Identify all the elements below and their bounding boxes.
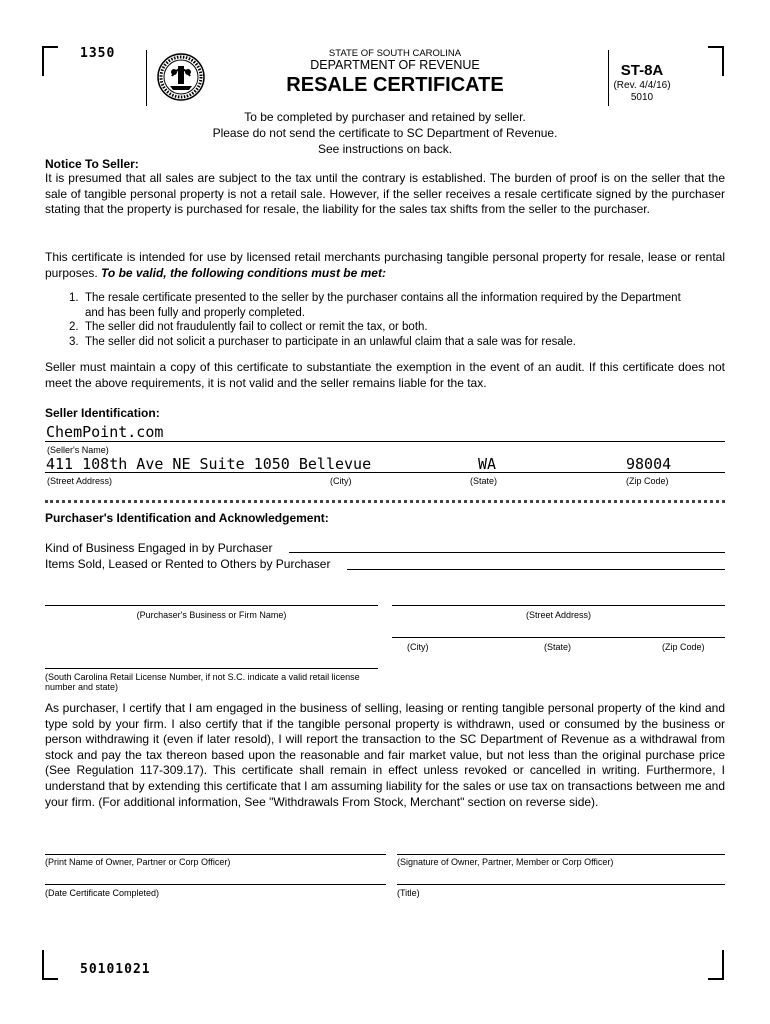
section-divider [45,500,725,503]
corner-mark-bottom-right [708,950,724,980]
certification-statement: As purchaser, I certify that I am engaged in the business of selling, leasing or renting tangible personal property of the kind and type sold by your firm. I also certify that if the tangible personal property is withdrawn, used or consumed by the business or person withdrawing it (even if later resold), I will report the transaction to the SC Department of Revenue as a withdrawal from stock and pay the tax thereon based upon the reasonable and fair market value, but not less than the original purchase price (See Regulation 117-309.17). This certificate shall remain in effect unless revoked or cancelled in writing. Furthermore, I understand that by extending this certificate that I am assuming liability for the sales or use tax on transactions between me and your firm. (For additional information, See "Withdrawals From Stock, Merchant" section on reverse side). [45,701,725,809]
print-name-input[interactable] [45,854,386,855]
purchaser-state-label: (State) [544,642,572,652]
validity-text: This certificate is intended for use by licensed retail merchants purchasing tangible personal property for resale, lease or rental purposes. [45,250,725,280]
instruction-line: Please do not send the certificate to SC Department of Revenue. [212,126,558,140]
form-id: ST-8A [620,62,664,79]
signature-label: (Signature of Owner, Partner, Member or Corp Officer) [397,857,614,867]
state-name: STATE OF SOUTH CAROLINA [328,48,462,59]
title-input[interactable] [397,884,725,885]
purchaser-heading: Purchaser's Identification and Acknowledgement: [45,511,329,525]
seller-name-line [45,441,725,442]
business-kind-label: Kind of Business Engaged in by Purchaser [45,541,273,555]
print-name-label: (Print Name of Owner, Partner or Corp Officer) [45,857,231,867]
header-box-left-rule [146,50,147,106]
license-number-label: (South Carolina Retail License Number, if not S.C. indicate a valid retail license number and state) [45,672,360,692]
purchaser-zip-label: (Zip Code) [662,642,705,652]
form-barcode-number: 50101021 [80,962,151,977]
validity-paragraph [45,250,725,281]
instruction-line: See instructions on back. [317,142,453,156]
revision-date: (Rev. 4/4/16) [613,80,671,91]
signature-input[interactable] [397,854,725,855]
audit-paragraph: Seller must maintain a copy of this certificate to substantiate the exemption in the event of an audit. If this certificate does not meet the above requirements, it is not valid and the seller remains liable for the tax. [45,360,725,390]
seller-address-line [45,472,725,473]
form-code: 1350 [80,46,116,61]
seller-state-field[interactable]: WA [478,455,497,473]
seller-street-label: (Street Address) [47,476,113,486]
date-completed-label: (Date Certificate Completed) [45,888,160,898]
notice-paragraph: It is presumed that all sales are subject to the tax until the contrary is established. The burden of proof is on the seller that the sale of tangible personal property is not a retail sale. However, if the seller receives a resale certificate signed by the purchaser stating that the property is purchased for resale, the liability for the sales tax shifts from the seller to the purchaser. [45,171,725,217]
notice-heading: Notice To Seller: [45,157,139,171]
seller-name-field[interactable]: ChemPoint.com [46,423,164,441]
seller-name-label: (Seller's Name) [47,445,109,455]
instruction-line: To be completed by purchaser and retained by seller. [244,110,526,124]
conditions-list [45,291,685,349]
validity-conditions-heading: To be valid, the following conditions must be met: [101,265,386,280]
seller-state-label: (State) [470,476,498,486]
purchaser-street-label: (Street Address) [525,610,592,620]
state-seal-icon [156,52,206,102]
corner-mark-top-left [42,46,58,76]
license-number-input[interactable] [45,668,378,669]
corner-mark-top-right [708,46,724,76]
seller-street-field[interactable]: 411 108th Ave NE Suite 1050 Bellevue [46,455,372,473]
list-item: 3. The seller did not solicit a purchaser to participate in an unlawful claim that a sale was for resale. [69,335,576,348]
department-name: DEPARTMENT OF REVENUE [310,58,480,72]
header-box-right-rule [608,50,609,106]
title-label: (Title) [397,888,420,898]
revision-number: 5010 [630,92,654,103]
items-sold-label: Items Sold, Leased or Rented to Others by Purchaser [45,557,331,571]
seller-zip-label: (Zip Code) [626,476,669,486]
instructions [150,109,620,157]
firm-name-input[interactable] [45,605,378,606]
purchaser-city-state-zip-input[interactable] [392,637,725,638]
list-item: 1. The resale certificate presented to the seller by the purchaser contains all the information required by the Department and has been fully and properly completed. [69,292,681,319]
business-kind-input[interactable] [289,552,725,553]
list-item: 2. The seller did not fraudulently fail to collect or remit the tax, or both. [69,321,428,333]
purchaser-city-label: (City) [407,642,429,652]
items-sold-input[interactable] [347,569,725,570]
seller-city-label: (City) [330,476,352,486]
seller-heading: Seller Identification: [45,406,160,420]
purchaser-street-input[interactable] [392,605,725,606]
corner-mark-bottom-left [42,950,58,980]
date-completed-input[interactable] [45,884,386,885]
firm-name-label: (Purchaser's Business or Firm Name) [136,610,287,620]
seller-zip-field[interactable]: 98004 [626,455,672,473]
page-title: RESALE CERTIFICATE [286,74,504,96]
